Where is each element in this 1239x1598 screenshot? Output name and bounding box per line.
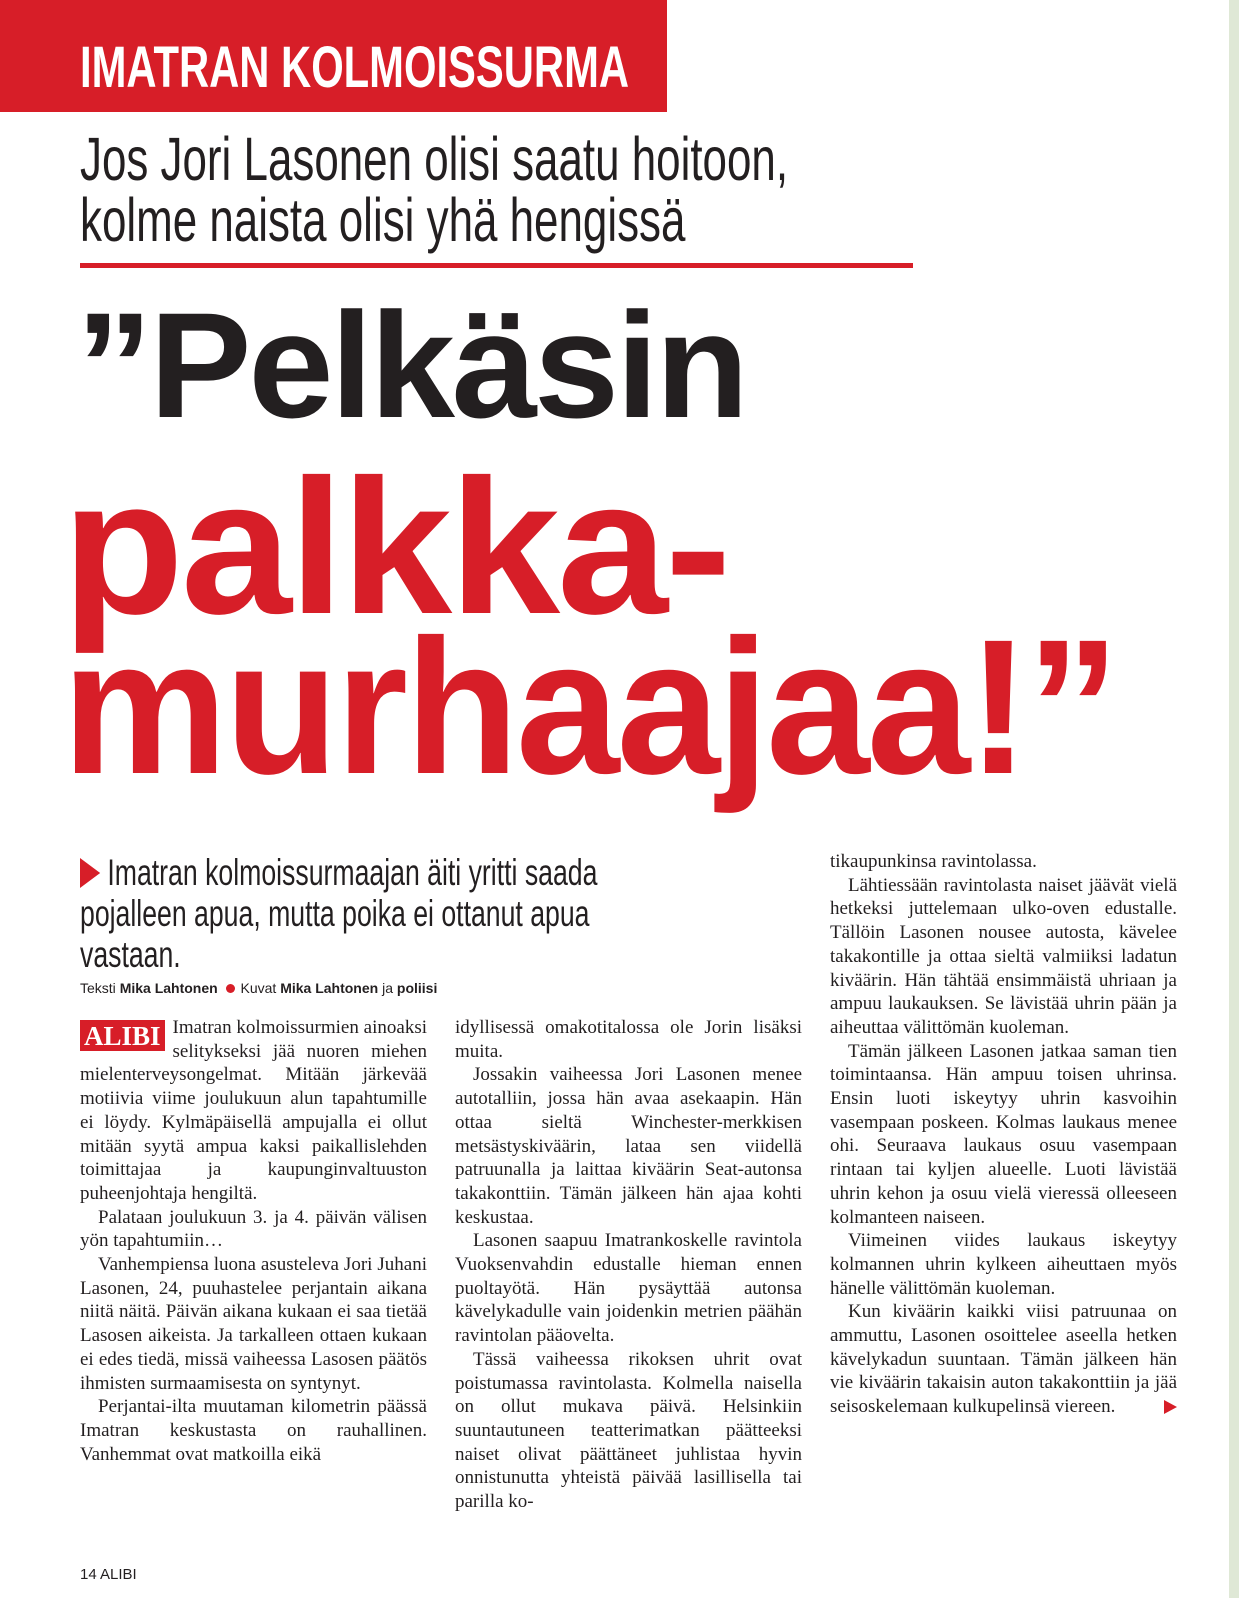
headline-line-2: palkka- [62, 439, 729, 654]
section-kicker-text: IMATRAN KOLMOISSURMA [80, 35, 630, 100]
page-folio: 14 ALIBI [80, 1566, 137, 1583]
body-paragraph: Viimeinen viides laukaus iskeytyy kolmannen uhrin kylkeen aiheuttaen myös hänelle välittömän kuoleman. [830, 1230, 1177, 1299]
body-paragraph: Tämän jälkeen Lasonen jatkaa saman tien toimintaansa. Hän ampuu toisen uhrinsa. Ensin luoti iskeytyy uhrin kasvoihin vasempaan poskeen. Kolmas laukaus menee ohi. Seuraava laukaus osuu vasempaan rintaan tai kyljen alueelle. Luoti lävistää uhrin kehon ja osuu vielä vieressä olleeseen kolmanteen naiseen. [830, 1040, 1177, 1228]
body-paragraph: Lasonen saapuu Imatrankoskelle ravintola Vuoksenvahdin edustalle hieman ennen puoltayötä. Hän pysäyttää autonsa kävelykadulle vain joidenkin metrien päähän ravintolan pääovelta. [455, 1230, 802, 1347]
body-paragraph [830, 1300, 1177, 1419]
byline-photo-source: poliisi [396, 980, 438, 996]
body-paragraph-text: Imatran kolmoissurmien ainoaksi selitykseksi jää nuoren miehen mielenterveysongelmat. Mitään järkevää motiivia viime joulukuun alun tapahtumille ei löydy. Kylmäpäisellä ampujalla ei ollut mitään syytä ampua kaksi paikallislehden toimittajaa ja kaupunginvaltuuston puheenjohtaja hengiltä. [80, 1017, 427, 1204]
lead-paragraph [80, 852, 627, 975]
body-column-3 [830, 850, 1177, 1419]
byline-conjunction: ja [382, 980, 393, 996]
body-paragraph: Vanhempiensa luona asusteleva Jori Juhani Lasonen, 24, puuhastelee perjantain aikana niitä näitä. Päivän aikana kukaan ei saa tietää Lasosen aikeista. Ja tarkalleen ottaen kukaan ei edes tiedä, missä vaiheessa Lasosen päätös ihmisten surmaamisesta on syntynyt. [80, 1254, 427, 1394]
subheadline-line-2: kolme naista olisi yhä hengissä [80, 186, 686, 254]
alibi-dropcap-logo: ALIBI [80, 1020, 165, 1051]
body-paragraph: idyllisessä omakotitalossa ole Jorin lisäksi muita. [455, 1017, 802, 1062]
body-paragraph: Jossakin vaiheessa Jori Lasonen menee autotalliin, jossa hän avaa asekaapin. Hän ottaa sieltä Winchester-merkkisen metsästyskiväärin, lataa sen viidellä patruunalla ja laittaa kiväärin Seat-autonsa takakonttiin. Tämän jälkeen hän ajaa kohti keskustaa. [455, 1064, 802, 1228]
page-edge-strip [1229, 0, 1239, 1598]
byline-photo-author: Mika Lahtonen [280, 980, 379, 996]
headline-line-3: murhaajaa!” [62, 599, 1117, 814]
body-paragraph: Tässä vaiheessa rikoksen uhrit ovat poistumassa ravintolasta. Kolmella naisella on ollut mukava päivä. Helsinkiin suuntautuneen teatterimatkan päätteeksi naiset olivat päättäneet juhlistaa hyvin onnistunutta yhteistä päivää lasillisella tai parilla ko- [455, 1348, 802, 1513]
body-paragraph: Palataan joulukuun 3. ja 4. päivän välisen yön tapahtumiin… [80, 1206, 427, 1252]
body-paragraph [80, 1016, 427, 1206]
byline-text-author: Mika Lahtonen [119, 980, 218, 996]
subheadline [80, 125, 789, 254]
end-of-page-arrow-icon [1164, 1400, 1177, 1414]
subheadline-line-1: Jos Jori Lasonen olisi saatu hoitoon, [80, 125, 789, 193]
lead-arrow-icon [80, 858, 100, 888]
byline-bullet-icon [226, 984, 235, 993]
body-paragraph-text: Kun kiväärin kaikki viisi patruunaa on ammuttu, Lasonen osoittelee aseella hetken kävelykadun suuntaan. Tämän jälkeen hän vie kiväärin takaisin auton takakonttiin ja jää seisoskelemaan kulkupelinsä viereen. [830, 1301, 1177, 1418]
byline [80, 980, 437, 996]
byline-photo-label: Kuvat [240, 980, 277, 996]
body-column-2 [455, 1016, 802, 1514]
body-paragraph: Perjantai-ilta muutaman kilometrin päässä Imatran keskustasta on rauhallinen. Vanhemmat ovat matkoilla eikä [80, 1396, 427, 1465]
body-paragraph: Lähtiessään ravintolasta naiset jäävät vielä hetkeksi juttelemaan ulko-oven edustalle. Tällöin Lasonen nousee autosta, kävelee takakontille ja ottaa sieltä valmiiksi ladatun kiväärin. Hän tähtää ensimmäistä uhriaan ja ampuu laukauksen. Se lävistää uhrin pään ja aiheuttaa välittömän kuoleman. [830, 874, 1177, 1038]
byline-text-label: Teksti [80, 980, 116, 996]
section-kicker-banner [0, 0, 667, 112]
subheadline-rule [80, 263, 913, 268]
body-column-1 [80, 1016, 427, 1466]
headline-line-1: ”Pelkäsin [76, 281, 746, 449]
lead-text: Imatran kolmoissurmaajan äiti yritti saada pojalleen apua, mutta poika ei ottanut apua vastaan. [80, 852, 598, 975]
body-paragraph: tikaupunkinsa ravintolassa. [830, 851, 1037, 872]
